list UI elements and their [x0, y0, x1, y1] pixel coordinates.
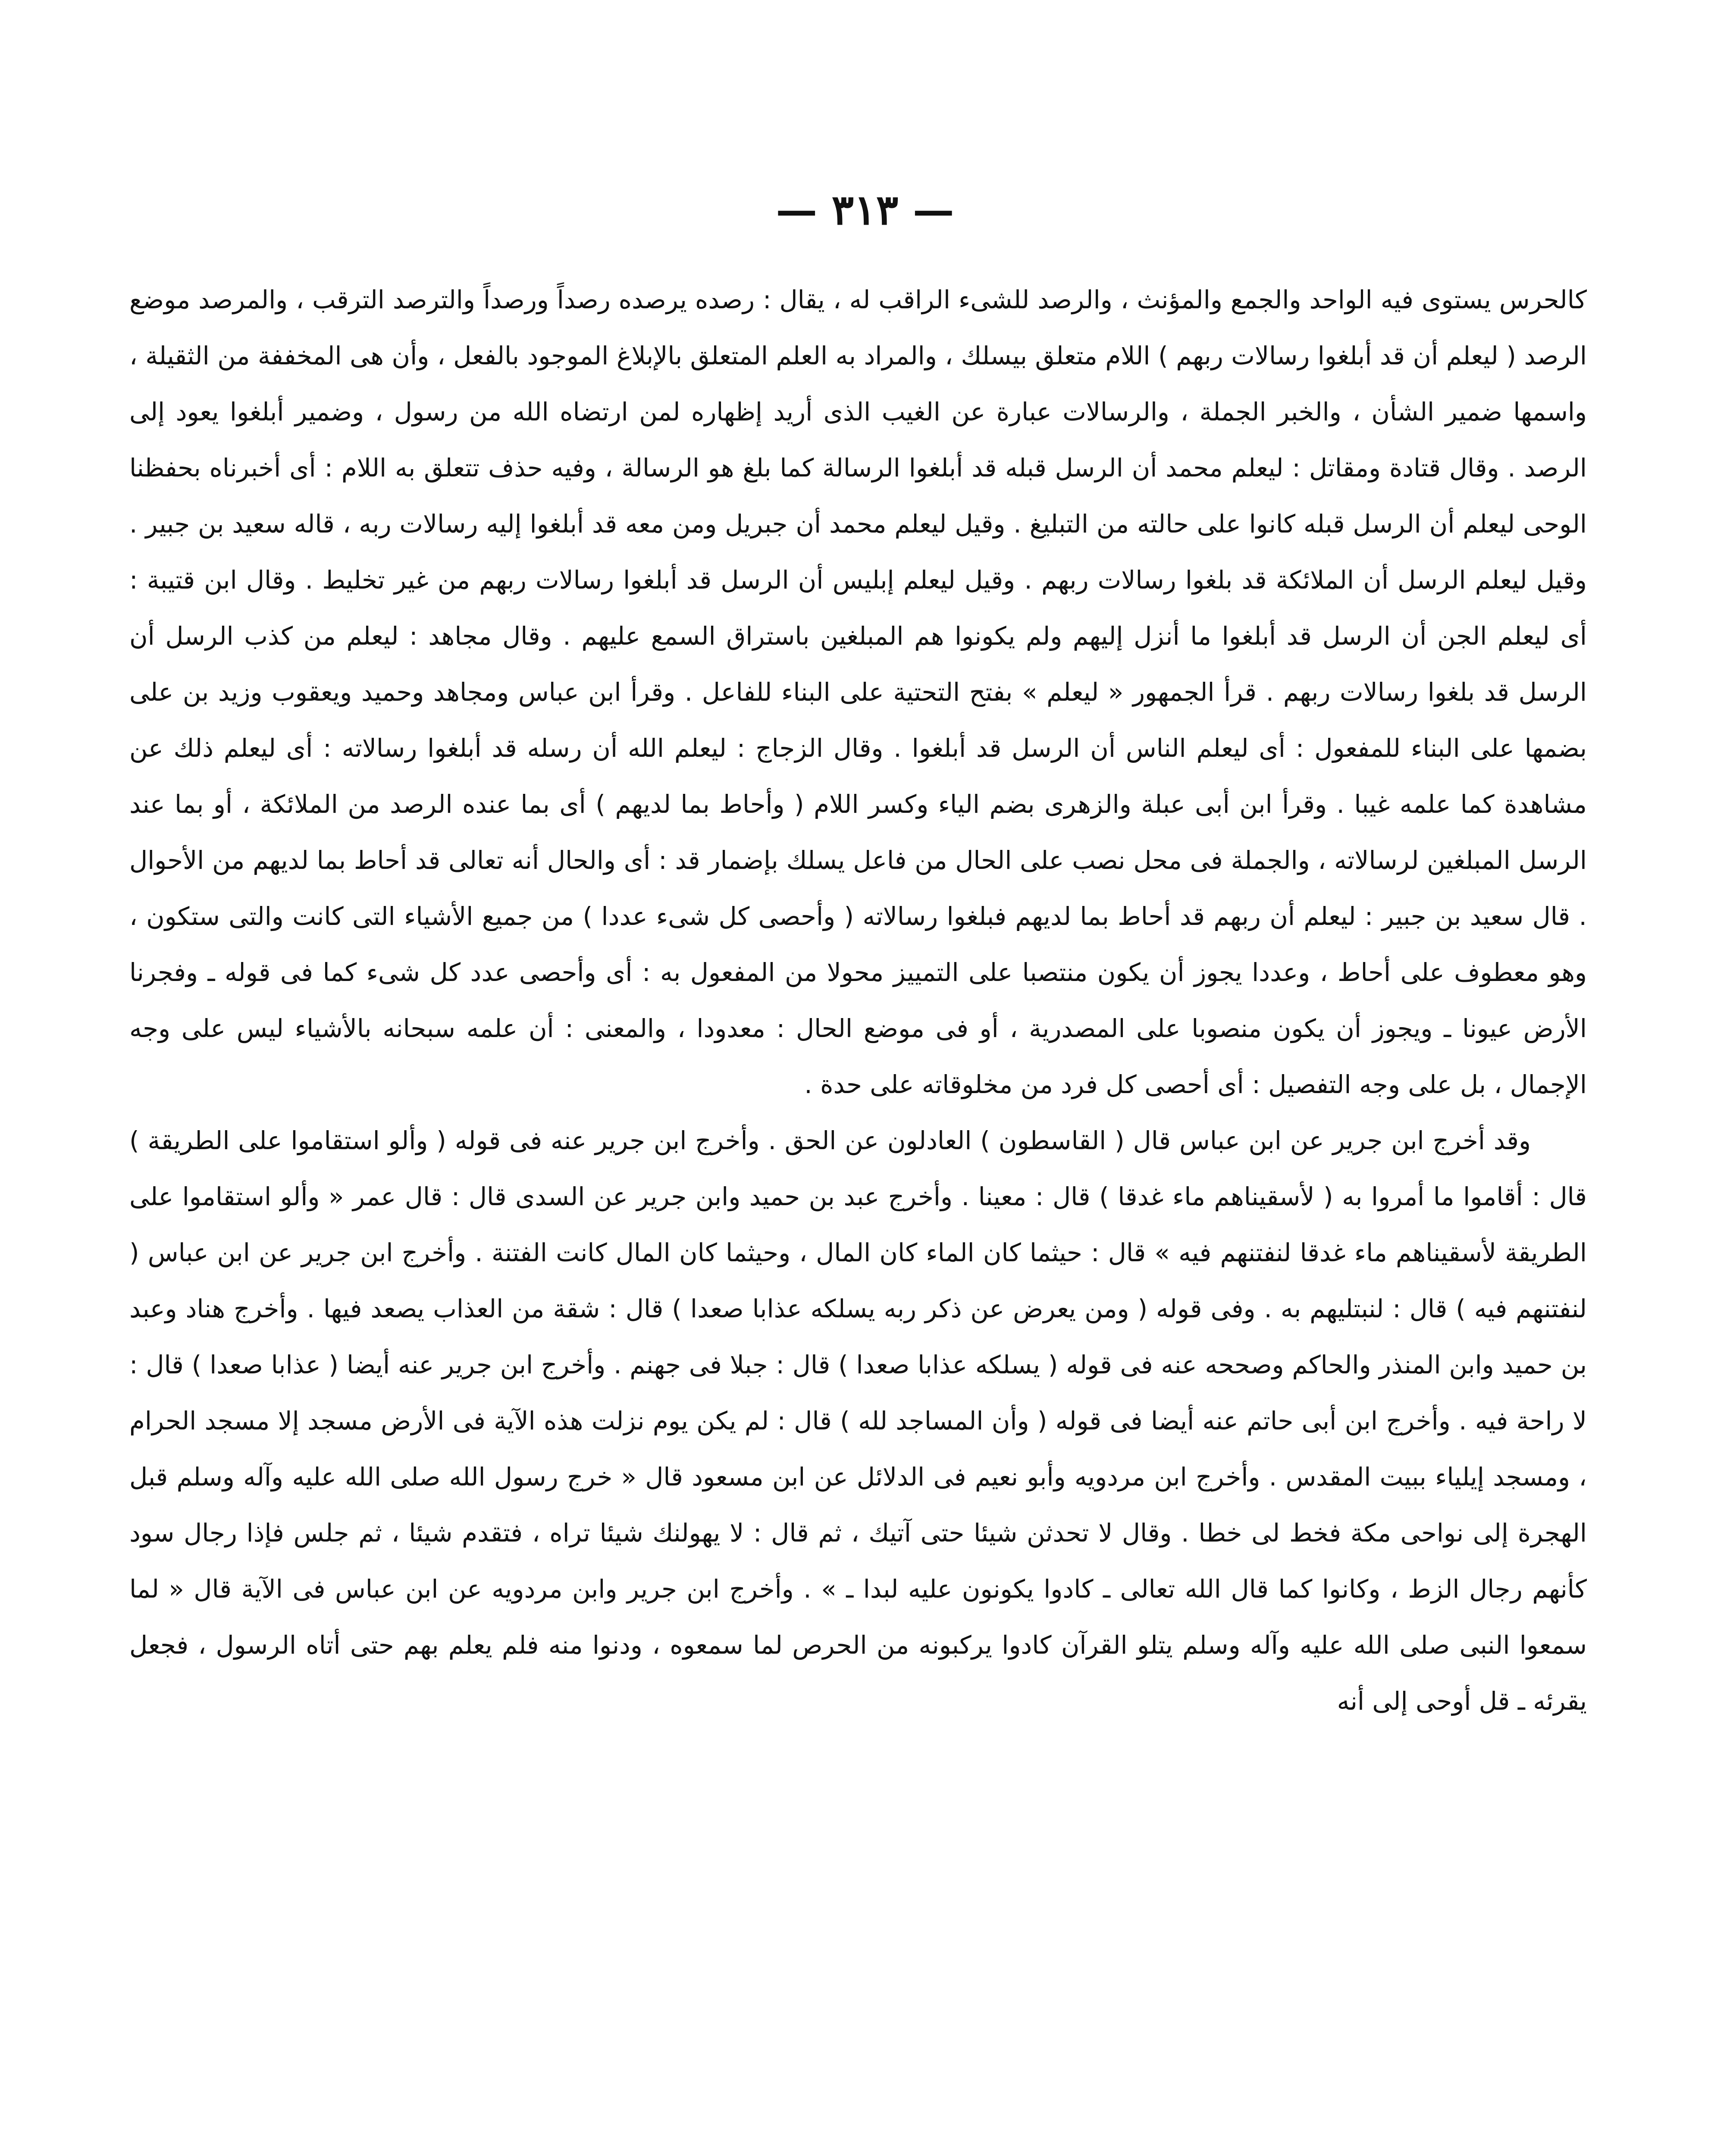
body-text: [129, 272, 1587, 1729]
paragraph-commentary: كالحرس يستوى فيه الواحد والجمع والمؤنث ، والرصد للشىء الراقب له ، يقال : رصده يرصده رصداً ورصداً والترصد الترقب ، والمرصد موضع الرصد ( ليعلم أن قد أبلغوا رسالات ربهم ) اللام متعلق بيسلك ، والمراد به العلم المتعلق بالإبلاغ الموجود بالفعل ، وأن هى المخففة من الثقيلة ، واسمها ضمير الشأن ، والخبر الجملة ، والرسالات عبارة عن الغيب الذى أريد إظهاره لمن ارتضاه الله من رسول ، وضمير أبلغوا يعود إلى الرصد . وقال قتادة ومقاتل : ليعلم محمد أن الرسل قبله قد أبلغوا الرسالة كما بلغ هو الرسالة ، وفيه حذف تتعلق به اللام : أى أخبرناه بحفظنا الوحى ليعلم أن الرسل قبله كانوا على حالته من التبليغ . وقيل ليعلم محمد أن جبريل ومن معه قد أبلغوا إليه رسالات ربه ، قاله سعيد بن جبير . وقيل ليعلم الرسل أن الملائكة قد بلغوا رسالات ربهم . وقيل ليعلم إبليس أن الرسل قد أبلغوا رسالات ربهم من غير تخليط . وقال ابن قتيبة : أى ليعلم الجن أن الرسل قد أبلغوا ما أنزل إليهم ولم يكونوا هم المبلغين باستراق السمع عليهم . وقال مجاهد : ليعلم من كذب الرسل أن الرسل قد بلغوا رسالات ربهم . قرأ الجمهور « ليعلم » بفتح التحتية على البناء للفاعل . وقرأ ابن عباس ومجاهد وحميد ويعقوب وزيد بن على بضمها على البناء للمفعول : أى ليعلم الناس أن الرسل قد أبلغوا . وقال الزجاج : ليعلم الله أن رسله قد أبلغوا رسالاته : أى ليعلم ذلك عن مشاهدة كما علمه غيبا . وقرأ ابن أبى عبلة والزهرى بضم الياء وكسر اللام ( وأحاط بما لديهم ) أى بما عنده الرصد من الملائكة ، أو بما عند الرسل المبلغين لرسالاته ، والجملة فى محل نصب على الحال من فاعل يسلك بإضمار قد : أى والحال أنه تعالى قد أحاط بما لديهم من الأحوال . قال سعيد بن جبير : ليعلم أن ربهم قد أحاط بما لديهم فبلغوا رسالاته ( وأحصى كل شىء عددا ) من جميع الأشياء التى كانت والتى ستكون ، وهو معطوف على أحاط ، وعددا يجوز أن يكون منتصبا على التمييز محولا من المفعول به : أى وأحصى عدد كل شىء كما فى قوله ـ وفجرنا الأرض عيونا ـ ويجوز أن يكون منصوبا على المصدرية ، أو فى موضع الحال : معدودا ، والمعنى : أن علمه سبحانه بالأشياء ليس على وجه الإجمال ، بل على وجه التفصيل : أى أحصى كل فرد من مخلوقاته على حدة .: [129, 285, 1587, 1099]
paragraph-narrations: وقد أخرج ابن جرير عن ابن عباس قال ( القاسطون ) العادلون عن الحق . وأخرج ابن جرير عنه فى قوله ( وألو استقاموا على الطريقة ) قال : أقاموا ما أمروا به ( لأسقيناهم ماء غدقا ) قال : معينا . وأخرج عبد بن حميد وابن جرير عن السدى قال : قال عمر « وألو استقاموا على الطريقة لأسقيناهم ماء غدقا لنفتنهم فيه » قال : حيثما كان الماء كان المال ، وحيثما كان المال كانت الفتنة . وأخرج ابن جرير عن ابن عباس ( لنفتنهم فيه ) قال : لنبتليهم به . وفى قوله ( ومن يعرض عن ذكر ربه يسلكه عذابا صعدا ) قال : شقة من العذاب يصعد فيها . وأخرج هناد وعبد بن حميد وابن المنذر والحاكم وصححه عنه فى قوله ( يسلكه عذابا صعدا ) قال : جبلا فى جهنم . وأخرج ابن جرير عنه أيضا ( عذابا صعدا ) قال : لا راحة فيه . وأخرج ابن أبى حاتم عنه أيضا فى قوله ( وأن المساجد لله ) قال : لم يكن يوم نزلت هذه الآية فى الأرض مسجد إلا مسجد الحرام ، ومسجد إيلياء ببيت المقدس . وأخرج ابن مردويه وأبو نعيم فى الدلائل عن ابن مسعود قال « خرج رسول الله صلى الله عليه وآله وسلم قبل الهجرة إلى نواحى مكة فخط لى خطا . وقال لا تحدثن شيئا حتى آتيك ، ثم قال : لا يهولنك شيئا تراه ، فتقدم شيئا ، ثم جلس فإذا رجال سود كأنهم رجال الزط ، وكانوا كما قال الله تعالى ـ كادوا يكونون عليه لبدا ـ » . وأخرج ابن جرير وابن مردويه عن ابن عباس فى الآية قال « لما سمعوا النبى صلى الله عليه وآله وسلم يتلو القرآن كادوا يركبونه من الحرص لما سمعوه ، ودنوا منه فلم يعلم بهم حتى أتاه الرسول ، فجعل يقرئه ـ قل أوحى إلى أنه: [129, 1126, 1587, 1716]
page-number: — ٣١٣ —: [776, 185, 954, 234]
